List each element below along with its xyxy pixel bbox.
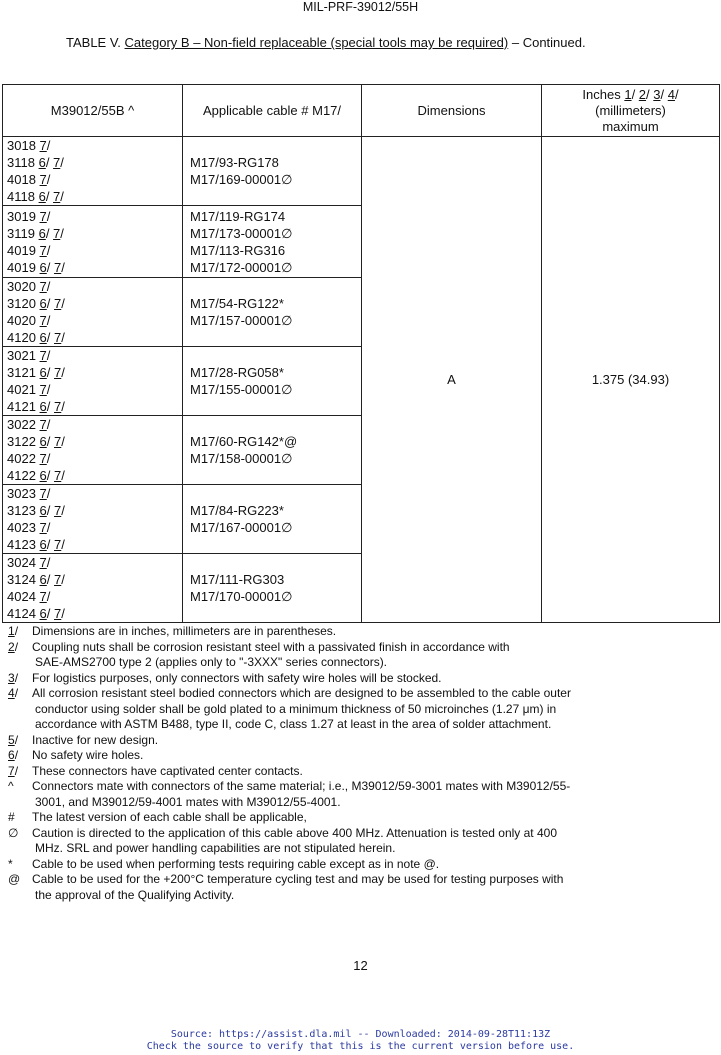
cable-number: M17/113-RG316	[190, 242, 286, 258]
footnote	[8, 686, 708, 733]
header-inches-line2: (millimeters)	[595, 102, 666, 118]
cable-number: M17/173-00001∅	[190, 225, 293, 241]
part-number: 4020 7/	[7, 313, 51, 328]
cable-number: M17/111-RG303	[190, 572, 285, 587]
cables-cell	[183, 278, 362, 347]
cables-cell	[183, 554, 362, 623]
cables-cell	[183, 347, 362, 416]
part-number: 3121 6/ 7/	[7, 365, 65, 380]
cables-cell	[183, 485, 362, 554]
table-title-prefix: TABLE V.	[66, 35, 125, 50]
source-notice	[0, 1029, 721, 1053]
cable-number: M17/84-RG223*	[190, 503, 284, 518]
cable-number: M17/60-RG142*@	[190, 434, 298, 449]
part-number: 3019 7/	[7, 208, 51, 224]
footnote-text: Dimensions are in inches, millimeters are in parentheses.	[32, 624, 337, 638]
footnote	[8, 857, 708, 873]
part-number: 4121 6/ 7/	[7, 399, 65, 414]
cables-cell	[183, 206, 362, 278]
footnote	[8, 733, 708, 749]
part-number: 3020 7/	[7, 279, 51, 294]
footnote-key: 6/	[8, 748, 19, 762]
part-number: 4022 7/	[7, 451, 51, 466]
header-inches-line1: Inches 1/ 2/ 3/ 4/	[582, 86, 679, 102]
page-number: 12	[353, 958, 368, 973]
part-number: 4018 7/	[7, 172, 51, 187]
part-number: 4021 7/	[7, 382, 51, 397]
part-number: 4120 6/ 7/	[7, 330, 65, 345]
footnote	[8, 624, 708, 640]
cables-cell	[183, 416, 362, 485]
cable-number: M17/54-RG122*	[190, 296, 284, 311]
cable-number: M17/119-RG174	[190, 208, 286, 224]
source-line-1: Source: https://assist.dla.mil -- Downloaded: 2014-09-28T11:13Z	[170, 1029, 551, 1040]
cable-number: M17/157-00001∅	[190, 313, 293, 328]
footnote-key: #	[8, 810, 15, 824]
table-header-row	[3, 85, 720, 137]
footnote-text: All corrosion resistant steel bodied connectors which are designed to be assembled to the cable outer	[32, 686, 571, 700]
footnote-key: 4/	[8, 686, 19, 700]
document-id: MIL-PRF-39012/55H	[302, 0, 419, 14]
footnote-text: For logistics purposes, only connectors with safety wire holes will be stocked.	[32, 670, 442, 685]
footnote-key: 7/	[8, 763, 19, 778]
footnote	[8, 872, 708, 903]
footnote	[8, 826, 708, 857]
part-number: 3018 7/	[7, 138, 51, 153]
part-number: 4019 6/ 7/	[7, 259, 65, 275]
cable-number: M17/155-00001∅	[190, 382, 293, 397]
footnote-text: Cable to be used when performing tests requiring cable except as in note @.	[32, 856, 440, 871]
part-number: 4019 7/	[7, 242, 51, 258]
part-numbers-cell	[3, 416, 183, 485]
footnote	[8, 748, 708, 764]
table-title	[66, 35, 586, 50]
part-number: 3024 7/	[7, 555, 51, 570]
part-numbers-cell	[3, 206, 183, 278]
part-number: 4122 6/ 7/	[7, 468, 65, 483]
source-line-2: Check the source to verify that this is the current version before use.	[146, 1041, 575, 1052]
cable-number: M17/172-00001∅	[190, 259, 293, 275]
footnote-text: Caution is directed to the application of this cable above 400 MHz. Attenuation is tested only at 400	[32, 825, 557, 840]
part-number: 3118 6/ 7/	[7, 155, 64, 170]
part-number: 3124 6/ 7/	[7, 572, 65, 587]
cable-number: M17/170-00001∅	[190, 589, 293, 604]
footnote-text: Connectors mate with connectors of the same material; i.e., M39012/59-3001 mates with M39012/55-	[32, 779, 571, 793]
part-number: 3021 7/	[7, 348, 51, 363]
part-number: 3120 6/ 7/	[7, 296, 65, 311]
header-part-number: M39012/55B ^	[3, 85, 183, 137]
part-numbers-cell	[3, 278, 183, 347]
part-number: 3123 6/ 7/	[7, 503, 65, 518]
footnote-text: Coupling nuts shall be corrosion resistant steel with a passivated finish in accordance with	[32, 639, 510, 654]
footnote-key: 3/	[8, 670, 19, 685]
part-number: 4118 6/ 7/	[7, 189, 64, 204]
part-numbers-cell	[3, 137, 183, 206]
footnote-key: 2/	[8, 639, 19, 654]
part-numbers-cell	[3, 485, 183, 554]
header-inches	[542, 85, 720, 137]
footnote-text: Inactive for new design.	[32, 732, 159, 747]
footnote-text: The latest version of each cable shall be applicable,	[32, 810, 307, 824]
part-number: 4123 6/ 7/	[7, 537, 65, 552]
footnote-text: No safety wire holes.	[32, 748, 144, 762]
table-row	[3, 137, 720, 206]
cables-cell	[183, 137, 362, 206]
part-number: 4024 7/	[7, 589, 51, 604]
footnote-text: 3001, and M39012/59-4001 mates with M39012/55-4001.	[35, 794, 341, 809]
dimension-cell: A	[362, 137, 542, 623]
footnote	[8, 779, 708, 810]
footnote-text: SAE-AMS2700 type 2 (applies only to "-3XXX" series connectors).	[35, 655, 388, 669]
part-number: 3122 6/ 7/	[7, 434, 65, 449]
header-cable: Applicable cable # M17/	[183, 85, 362, 137]
footnote-text: Cable to be used for the +200°C temperature cycling test and may be used for testing purposes with	[32, 872, 564, 886]
footnote-text: These connectors have captivated center contacts.	[32, 763, 303, 778]
footnote-key: *	[8, 856, 13, 871]
connector-table	[2, 84, 720, 623]
table-title-suffix: – Continued.	[508, 35, 586, 50]
cable-number: M17/28-RG058*	[190, 365, 284, 380]
footnote	[8, 671, 708, 687]
header-dimensions: Dimensions	[362, 85, 542, 137]
header-inches-line3: maximum	[602, 118, 659, 134]
footnote-key: 5/	[8, 732, 19, 747]
footnote-key: ∅	[8, 825, 19, 840]
part-numbers-cell	[3, 554, 183, 623]
footnote-key: ^	[8, 779, 14, 793]
cable-number: M17/169-00001∅	[190, 172, 293, 187]
footnote	[8, 810, 708, 826]
footnote-text: the approval of the Qualifying Activity.	[35, 887, 235, 902]
footnote	[8, 764, 708, 780]
part-numbers-cell	[3, 347, 183, 416]
cable-number: M17/158-00001∅	[190, 451, 293, 466]
part-number: 4124 6/ 7/	[7, 606, 65, 621]
part-number: 3023 7/	[7, 486, 51, 501]
footnote-key: 1/	[8, 624, 19, 638]
footnote	[8, 640, 708, 671]
table-title-underlined: Category B – Non-field replaceable (special tools may be required)	[124, 35, 509, 50]
part-number: 3022 7/	[7, 417, 51, 432]
inches-cell: 1.375 (34.93)	[542, 137, 720, 623]
footnotes	[8, 624, 708, 903]
footnote-text: MHz. SRL and power handling capabilities are not stipulated herein.	[35, 841, 396, 855]
cable-number: M17/167-00001∅	[190, 520, 293, 535]
footnote-text: accordance with ASTM B488, type II, code C, class 1.27 at least in the area of solder attachment.	[35, 717, 552, 731]
part-number: 3119 6/ 7/	[7, 225, 64, 241]
cable-number: M17/93-RG178	[190, 155, 279, 170]
part-number: 4023 7/	[7, 520, 51, 535]
footnote-text: conductor using solder shall be gold plated to a minimum thickness of 50 microinches (1.27 μm) in	[35, 701, 557, 716]
footnote-key: @	[8, 872, 21, 886]
